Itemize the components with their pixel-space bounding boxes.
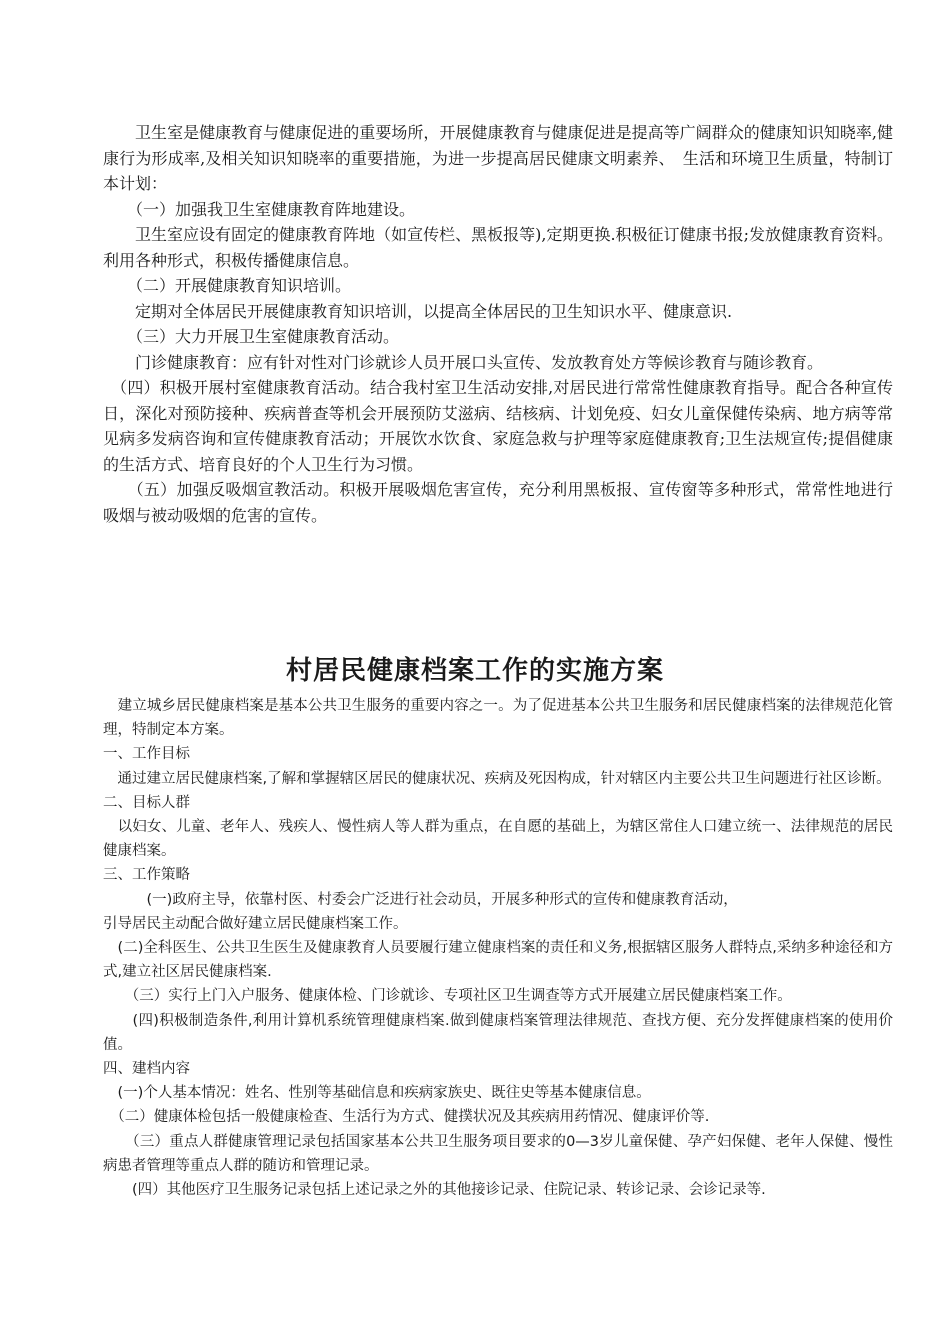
scheme-intro-paragraph: 建立城乡居民健康档案是基本公共卫生服务的重要内容之一。为了促进基本公共卫生服务和居民健康档案的法律规范化管理，特制定本方案。	[103, 698, 893, 739]
scheme-contents-item-1: (一)个人基本情况：姓名、性别等基础信息和疾病家族史、既往史等基本健康信息。	[103, 1085, 651, 1102]
plan-paragraph-1: 卫生室应设有固定的健康教育阵地（如宣传栏、黑板报等),定期更换.积极征订健康书报;发放健康教育资料。利用各种形式，积极传播健康信息。	[103, 225, 893, 270]
scheme-goals-paragraph: 通过建立居民健康档案,了解和掌握辖区居民的健康状况、疾病及死因构成，针对辖区内主要公共卫生问题进行社区诊断。	[103, 770, 891, 787]
scheme-strategy-item-1a: (一)政府主导，依靠村医、村委会广泛进行社会动员，开展多种形式的宣传和健康教育活动，	[103, 891, 738, 908]
scheme-strategy-item-4: (四)积极制造条件,利用计算机系统管理健康档案.做到健康档案管理法律规范、查找方便、充分发挥健康档案的使用价值。	[103, 1012, 893, 1053]
scheme-contents-item-2: （二）健康体检包括一般健康检查、生活行为方式、健撲状况及其疾病用药情况、健康评价等.	[103, 1109, 710, 1126]
scheme-strategy-item-1b: 引导居民主动配合做好建立居民健康档案工作。	[103, 915, 408, 932]
scheme-heading-strategy: 三、工作策略	[103, 867, 190, 884]
scheme-heading-contents: 四、建档内容	[103, 1061, 190, 1078]
plan-heading-3: （三）大力开展卫生室健康教育活动。	[103, 327, 400, 346]
plan-paragraph-4: （四）积极开展村室健康教育活动。结合我村室卫生活动安排,对居民进行常常性健康教育指导。配合各种宣传日，深化对预防接种、疾病普查等机会开展预防艾滋病、结核病、计划免疫、妇女儿童保健传染病、地方病等常见病多发病咨询和宣传健康教育活动；开展饮水饮食、家庭急救与护理等家庭健康教育;卫生法规宣传;提倡健康的生活方式、培育良好的个人卫生行为习惯。	[103, 378, 893, 474]
scheme-contents-item-4: (四）其他医疗卫生服务记录包括上述记录之外的其他接诊记录、住院记录、转诊记录、会诊记录等.	[103, 1182, 766, 1199]
plan-intro-paragraph: 卫生室是健康教育与健康促进的重要场所，开展健康教育与健康促进是提高等广阔群众的健康知识知晓率,健康行为形成率,及相关知识知晓率的重要措施，为进一步提高居民健康文明素养、 生活和环境卫生质量，特制订本计划：	[103, 123, 893, 193]
scheme-heading-target-groups: 二、目标人群	[103, 794, 190, 811]
plan-heading-1: （一）加强我卫生室健康教育阵地建设。	[103, 199, 416, 219]
plan-paragraph-5: （五）加强反吸烟宣教活动。积极开展吸烟危害宣传，充分利用黑板报、宣传窗等多种形式，常常性地进行吸烟与被动吸烟的危害的宣传。	[103, 480, 893, 525]
health-education-plan-section	[103, 120, 893, 528]
document-title: 村居民健康档案工作的实施方案	[285, 656, 664, 686]
scheme-target-groups-paragraph: 以妇女、儿童、老年人、残疾人、慢性病人等人群为重点，在自愿的基础上，为辖区常住人口建立统一、法律规范的居民健康档案。	[103, 819, 893, 860]
scheme-strategy-item-2: (二)全科医生、公共卫生医生及健康教育人员要履行建立健康档案的责任和义务,根据辖区服务人群特点,采纳多种途径和方式,建立社区居民健康档案.	[103, 940, 893, 981]
scheme-contents-item-3: （三）重点人群健康管理记录包括国家基本公共卫生服务项目要求的0—3岁儿童保健、孕产妇保健、老年人保健、慢性病患者管理等重点人群的随访和管理记录。	[103, 1133, 893, 1174]
health-record-scheme-section	[103, 694, 893, 1202]
plan-paragraph-3: 门诊健康教育：应有针对性对门诊就诊人员开展口头宣传、发放教育处方等候诊教育与随诊教育。	[103, 352, 824, 372]
plan-heading-2: （二）开展健康教育知识培训。	[103, 276, 352, 295]
scheme-heading-goals: 一、工作目标	[103, 746, 190, 763]
plan-paragraph-2: 定期对全体居民开展健康教育知识培训，以提高全体居民的卫生知识水平、健康意识.	[103, 301, 733, 321]
scheme-strategy-item-3: （三）实行上门入户服务、健康体检、门诊就诊、专项社区卫生调查等方式开展建立居民健康档案工作。	[103, 988, 792, 1005]
